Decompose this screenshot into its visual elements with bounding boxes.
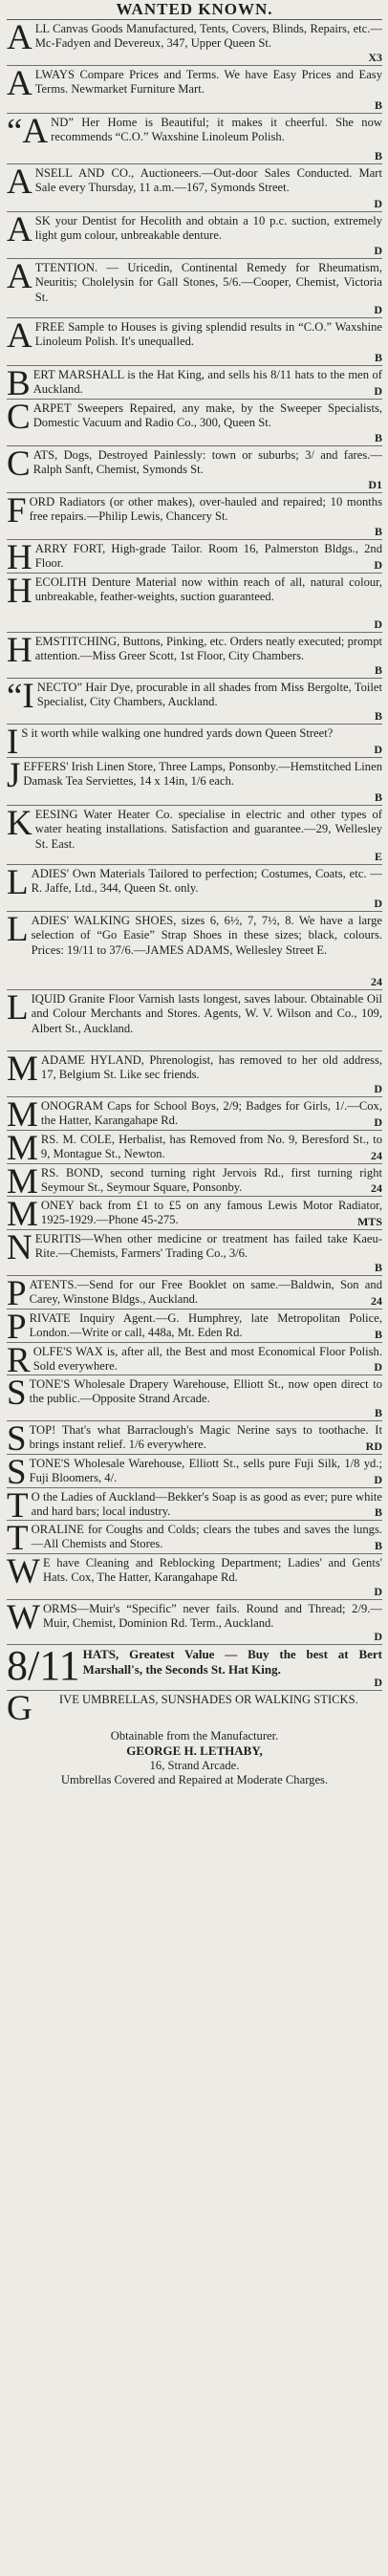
ad-text: TONE'S Wholesale Warehouse, Elliott St., sells pure Fuji Silk, 1/8 yd.; Fuji Bloomers, 4/.	[29, 1457, 382, 1485]
ad-line: Umbrellas Covered and Repaired at Moderate Charges.	[60, 1773, 329, 1787]
drop-capital: A	[7, 259, 32, 296]
drop-capital: A	[7, 66, 32, 103]
classified-ad	[7, 20, 382, 66]
ad-code: X3	[364, 51, 382, 64]
drop-capital: B	[7, 366, 31, 400]
ad-text: ADIES' Own Materials Tailored to perfection; Costumes, Coats, etc. — R. Jaffe, Ltd., 344, Queen St. only.	[31, 867, 382, 896]
drop-capital: C	[7, 400, 31, 437]
classified-ad	[7, 758, 382, 806]
ad-code: B	[371, 149, 382, 162]
drop-capital: A	[7, 20, 32, 57]
drop-capital: H	[7, 633, 32, 670]
ad-code: B	[371, 351, 382, 364]
ad-code: B	[371, 1406, 382, 1419]
ad-text: EESING Water Heater Co. specialise in electric and other types of water heating installations. Satisfaction and guarantee.—29, Wellesley St. East.	[34, 808, 382, 851]
drop-capital: 8/11	[7, 1645, 80, 1689]
ad-line: GEORGE H. LETHABY,	[126, 1743, 263, 1759]
classified-ad	[7, 1131, 382, 1164]
drop-capital: S	[7, 1421, 27, 1455]
classified-ad	[7, 1230, 382, 1276]
classified-ad	[7, 1343, 382, 1375]
drop-capital: T	[7, 1488, 29, 1521]
ad-code: B	[371, 1261, 382, 1274]
ad-text: ECOLITH Denture Material now within reach of all, natural colour, unbreakable, feather-weights, suction guaranteed.	[34, 575, 382, 604]
classified-ad	[7, 633, 382, 679]
ad-text: O the Ladies of Auckland—Bekker's Soap is as good as ever; pure white and hard bars; local industry.	[31, 1490, 382, 1519]
ad-text: LL Canvas Goods Manufactured, Tents, Covers, Blinds, Repairs, etc.—Mc-Fadyen and Devereux, 347, Upper Queen St.	[34, 22, 382, 51]
classified-ad	[7, 366, 382, 400]
classified-ad	[7, 1051, 382, 1097]
ad-text: ERT MARSHALL is the Hat King, and sells his 8/11 hats to the men of Auckland.	[32, 368, 382, 397]
drop-capital: M	[7, 1164, 38, 1197]
classified-ad	[7, 912, 382, 990]
classified-ad	[7, 400, 382, 446]
section-title: WANTED KNOWN.	[7, 0, 382, 20]
classified-ad	[7, 990, 382, 1051]
ad-code: 24	[367, 1149, 382, 1162]
drop-capital: I	[7, 725, 19, 758]
ad-code: D	[370, 1676, 382, 1689]
ad-code: D	[370, 1360, 382, 1374]
ad-text: E have Cleaning and Reblocking Department; Ladies' and Gents' Hats. Cox, The Hatter, Karangahape Rd.	[42, 1556, 382, 1585]
classified-ad	[7, 865, 382, 912]
ad-code: D	[370, 617, 382, 631]
drop-capital: G	[7, 1691, 32, 1728]
ad-text: ATS, Dogs, Destroyed Painlessly: town or suburbs; 3/ and fares.—Ralph Sanft, Chemist, Symonds St.	[32, 448, 382, 477]
drop-capital: “A	[7, 114, 49, 151]
ad-text: RS. BOND, second turning right Jervois Rd., first turning right Seymour St., Seymour Square, Ponsonby.	[40, 1166, 382, 1195]
drop-capital: M	[7, 1051, 38, 1089]
ad-text: TTENTION. — Uricedin, Continental Remedy for Rheumatism, Neuritis; Cholelysin for Gall Stones, 5/6.—Cooper, Chemist, Victoria St.	[34, 261, 382, 304]
classified-ad	[7, 1421, 382, 1455]
ad-code: B	[371, 525, 382, 538]
drop-capital: A	[7, 212, 32, 249]
ad-text: ORMS—Muir's “Specific” never fails. Round and Thread; 2/9.—Muir, Chemist, Dominion Rd. Term., Auckland.	[42, 1602, 382, 1631]
classified-ad	[7, 66, 382, 114]
ad-text: RS. M. COLE, Herbalist, has Removed from No. 9, Beresford St., to 9, Montague St., Newton.	[40, 1133, 382, 1161]
ad-code: 24	[367, 1181, 382, 1195]
ad-code: 24	[367, 1294, 382, 1308]
drop-capital: M	[7, 1131, 38, 1164]
ad-code: D	[370, 1082, 382, 1095]
classified-ad	[7, 806, 382, 865]
ad-code: B	[371, 98, 382, 112]
ad-code: 24	[367, 975, 382, 988]
ad-text: SK your Dentist for Hecolith and obtain a 10 p.c. suction, extremely light gum colour, unbreakable denture.	[34, 214, 382, 243]
ad-text: RIVATE Inquiry Agent.—G. Humphrey, late Metropolitan Police, London.—Write or call, 448a, Mt. Eden Rd.	[29, 1311, 382, 1340]
ad-text: FREE Sample to Houses is giving splendid results in “C.O.” Waxshine Linoleum Polish. It's unequalled.	[34, 320, 382, 349]
ad-code: B	[371, 709, 382, 723]
ad-text: EFFERS' Irish Linen Store, Three Lamps, Ponsonby.—Hemstitched Linen Damask Tea Serviettes, 14 x 14in, 1/6 each.	[23, 760, 382, 789]
drop-capital: “I	[7, 679, 34, 716]
ad-text: ONEY back from £1 to £5 on any famous Lewis Motor Radiator, 1925-1929.—Phone 45-275.	[40, 1199, 382, 1227]
classified-ad	[7, 1164, 382, 1197]
ad-code: MTS	[354, 1215, 382, 1228]
ad-line: 16, Strand Arcade.	[149, 1758, 240, 1772]
drop-capital: A	[7, 164, 32, 202]
drop-capital: R	[7, 1343, 31, 1375]
ad-code: D	[370, 743, 382, 756]
drop-capital: L	[7, 865, 29, 902]
ad-text: ND” Her Home is Beautiful; it makes it cheerful. She now recommends “C.O.” Waxshine Linoleum Polish.	[51, 116, 382, 144]
ad-code: D	[370, 558, 382, 572]
ads-list	[7, 20, 382, 1802]
drop-capital: M	[7, 1197, 38, 1230]
ad-text: ORALINE for Coughs and Colds; clears the tubes and saves the lungs.—All Chemists and Stores.	[31, 1523, 382, 1551]
ad-text: NECTO” Hair Dye, procurable in all shades from Miss Bergolte, Toilet Specialist, City Chambers, Auckland.	[36, 681, 382, 709]
ad-text: IVE UMBRELLAS, SUNSHADES OR WALKING STICKS.	[58, 1693, 358, 1706]
classified-ad	[7, 1521, 382, 1554]
drop-capital: N	[7, 1230, 32, 1267]
ad-code: B	[371, 431, 382, 444]
drop-capital: P	[7, 1310, 27, 1343]
drop-capital: K	[7, 806, 32, 843]
ad-code: D	[370, 384, 382, 398]
ad-code: B	[371, 663, 382, 677]
drop-capital: T	[7, 1521, 29, 1554]
classified-ad	[7, 1276, 382, 1310]
classified-ad	[7, 679, 382, 725]
classified-ad	[7, 1375, 382, 1421]
ad-code: D1	[364, 478, 382, 491]
ad-text: TOP! That's what Barraclough's Magic Nerine says to toothache. It brings instant relief. 1/6 everywhere.	[29, 1423, 382, 1452]
drop-capital: A	[7, 318, 32, 356]
classified-ad	[7, 1097, 382, 1131]
ad-text: ORD Radiators (or other makes), over-hauled and repaired; 10 months free repairs.—Philip Lewis, Chancery St.	[29, 495, 382, 524]
classified-ad	[7, 1600, 382, 1645]
ad-text: ADIES' WALKING SHOES, sizes 6, 6½, 7, 7½, 8. We have a large selection of “Go Easie” Strap Shoes in these sizes; black, colours. Prices: 19/11 to 37/6.—JAMES ADAMS, Wellesley Street E.	[31, 914, 382, 957]
ad-code: D	[370, 197, 382, 210]
classified-ad	[7, 540, 382, 574]
drop-capital: P	[7, 1276, 27, 1310]
classified-ad	[7, 212, 382, 259]
classified-ad	[7, 493, 382, 540]
ad-code: D	[370, 1630, 382, 1643]
ad-code: D	[370, 1115, 382, 1129]
classified-ad	[7, 1554, 382, 1600]
ad-code: B	[371, 790, 382, 804]
ad-text: EURITIS—When other medicine or treatment has failed take Kaeu-Rite.—Chemists, Farmers' Trading Co., 3/6.	[34, 1232, 382, 1261]
classified-ad	[7, 259, 382, 318]
classified-ad	[7, 574, 382, 633]
drop-capital: L	[7, 912, 29, 949]
classified-ad	[7, 1645, 382, 1691]
drop-capital: H	[7, 540, 32, 574]
classified-ad-final	[7, 1691, 382, 1802]
ad-text: ARRY FORT, High-grade Tailor. Room 16, Palmerston Bldgs., 2nd Floor.	[34, 542, 382, 571]
classified-ad	[7, 1197, 382, 1230]
ad-text: TONE'S Wholesale Drapery Warehouse, Elliott St., now open direct to the public.—Opposite Strand Arcade.	[29, 1377, 382, 1406]
drop-capital: H	[7, 574, 32, 611]
ad-text: EMSTITCHING, Buttons, Pinking, etc. Orders neatly executed; prompt attention.—Miss Greer Scott, 1st Floor, City Chambers.	[34, 635, 382, 663]
ad-text: NSELL AND CO., Auctioneers.—Out-door Sales Conducted. Mart Sale every Thursday, 11 a.m.—167, Symonds Street.	[34, 166, 382, 195]
ad-text: ONOGRAM Caps for School Boys, 2/9; Badges for Girls, 1/.—Cox, the Hatter, Karangahape Rd.	[40, 1099, 382, 1128]
drop-capital: S	[7, 1375, 27, 1413]
drop-capital: C	[7, 446, 31, 484]
ad-code: B	[371, 1328, 382, 1341]
ad-text: ARPET Sweepers Repaired, any make, by the Sweeper Specialists, Domestic Vacuum and Radio Co., 300, Queen St.	[32, 401, 382, 430]
classified-ad	[7, 114, 382, 164]
drop-capital: M	[7, 1097, 38, 1131]
drop-capital: J	[7, 758, 21, 795]
classified-ad	[7, 446, 382, 493]
drop-capital: F	[7, 493, 27, 530]
classified-ad	[7, 1310, 382, 1343]
ad-code: D	[370, 1473, 382, 1486]
ad-text: ADAME HYLAND, Phrenologist, has removed to her old address, 17, Belgium St. Like sec friends.	[40, 1053, 382, 1082]
ad-line: Obtainable from the Manufacturer.	[110, 1729, 279, 1743]
classified-ad	[7, 164, 382, 212]
ad-code: D	[370, 897, 382, 910]
ad-code: RD	[362, 1440, 382, 1453]
ad-text: IQUID Granite Floor Varnish lasts longest, saves labour. Obtainable Oil and Colour Merchants and Stores. Agents, W. V. Wilson and Co., 109, Albert St., Auckland.	[31, 992, 382, 1035]
ad-code: B	[371, 1539, 382, 1552]
classified-ad	[7, 1455, 382, 1488]
ad-text: LWAYS Compare Prices and Terms. We have Easy Prices and Easy Terms. Newmarket Furniture Mart.	[34, 68, 382, 97]
ad-text: ATENTS.—Send for our Free Booklet on same.—Baldwin, Son and Carey, Winstone Bldgs., Auckland.	[29, 1278, 382, 1307]
drop-capital: S	[7, 1455, 27, 1488]
drop-capital: W	[7, 1554, 40, 1591]
ad-code: E	[371, 850, 382, 863]
drop-capital: L	[7, 990, 29, 1028]
ad-code: B	[371, 1505, 382, 1519]
classified-ad	[7, 318, 382, 366]
ad-text: HATS, Greatest Value — Buy the best at Bert Marshall's, the Seconds St. Hat King.	[82, 1647, 382, 1678]
ad-code: D	[370, 303, 382, 316]
ad-text: OLFE'S WAX is, after all, the Best and most Economical Floor Polish. Sold everywhere.	[32, 1345, 382, 1374]
ad-code: D	[370, 244, 382, 257]
ad-code: D	[370, 1585, 382, 1598]
drop-capital: W	[7, 1600, 40, 1637]
classified-ad	[7, 1488, 382, 1521]
classified-ad	[7, 725, 382, 758]
ad-text: S it worth while walking one hundred yards down Queen Street?	[21, 726, 334, 740]
